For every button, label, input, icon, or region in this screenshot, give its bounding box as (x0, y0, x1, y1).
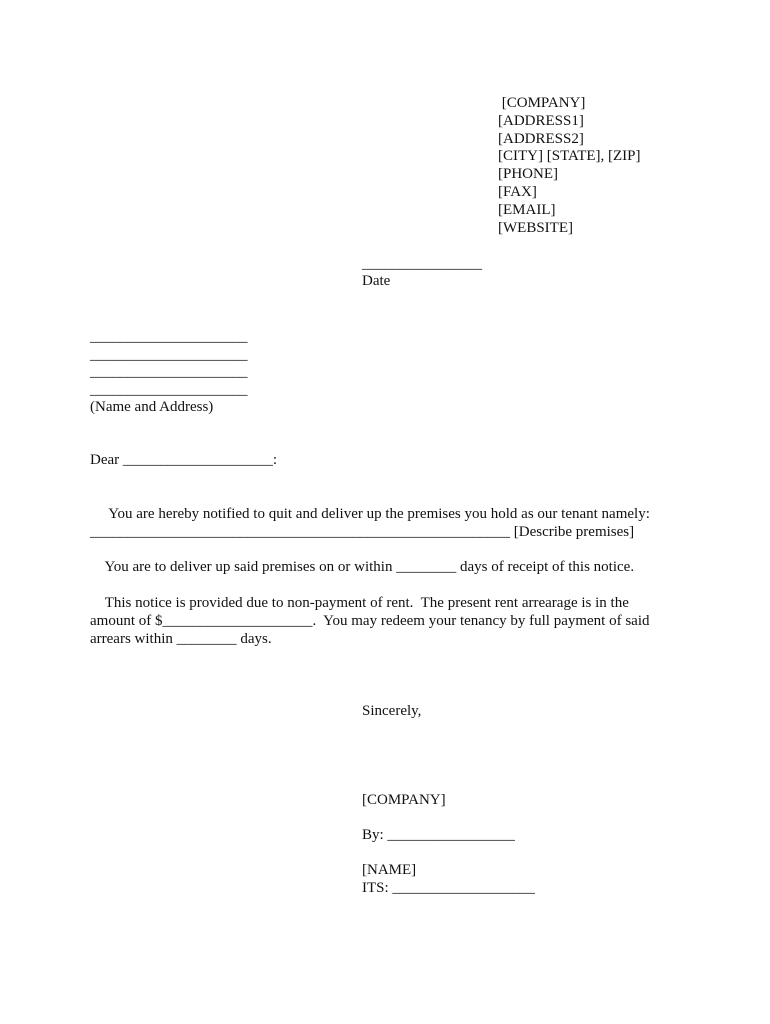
salutation: Dear ____________________: (90, 452, 278, 468)
paragraph-3-line-3: arrears within ________ days. (90, 631, 272, 647)
closing-company: [COMPANY] (362, 792, 446, 808)
recipient-line-4: _____________________ (90, 382, 248, 398)
paragraph-1-line-2: ________________________________________________________ [Describe premises] (90, 524, 635, 540)
letterhead-fax: [FAX] (498, 184, 537, 200)
paragraph-3-line-2: amount of $____________________. You may redeem your tenancy by full payment of said (90, 613, 650, 629)
closing-its-title: ITS: ___________________ (362, 880, 535, 896)
date-blank: ________________ (362, 256, 482, 272)
paragraph-3-line-1: This notice is provided due to non-payment of rent. The present rent arrearage is in the (90, 595, 629, 611)
letterhead-address1: [ADDRESS1] (498, 113, 584, 129)
paragraph-2: You are to deliver up said premises on or within ________ days of receipt of this notice. (90, 559, 635, 575)
recipient-line-1: _____________________ (90, 329, 248, 345)
recipient-line-3: _____________________ (90, 364, 248, 380)
letterhead-city-state-zip: [CITY] [STATE], [ZIP] (498, 148, 641, 164)
letterhead-phone: [PHONE] (498, 166, 558, 182)
closing-sincerely: Sincerely, (362, 703, 422, 719)
letterhead-website: [WEBSITE] (498, 220, 573, 236)
letterhead-address2: [ADDRESS2] (498, 131, 584, 147)
letterhead-company: [COMPANY] (498, 95, 586, 111)
letterhead-email: [EMAIL] (498, 202, 556, 218)
recipient-line-2: _____________________ (90, 347, 248, 363)
closing-by-signature: By: _________________ (362, 827, 515, 843)
date-label: Date (362, 273, 391, 289)
closing-name: [NAME] (362, 862, 417, 878)
paragraph-1-line-1: You are hereby notified to quit and deliver up the premises you hold as our tenant namely: (90, 506, 650, 522)
recipient-label: (Name and Address) (90, 399, 214, 415)
